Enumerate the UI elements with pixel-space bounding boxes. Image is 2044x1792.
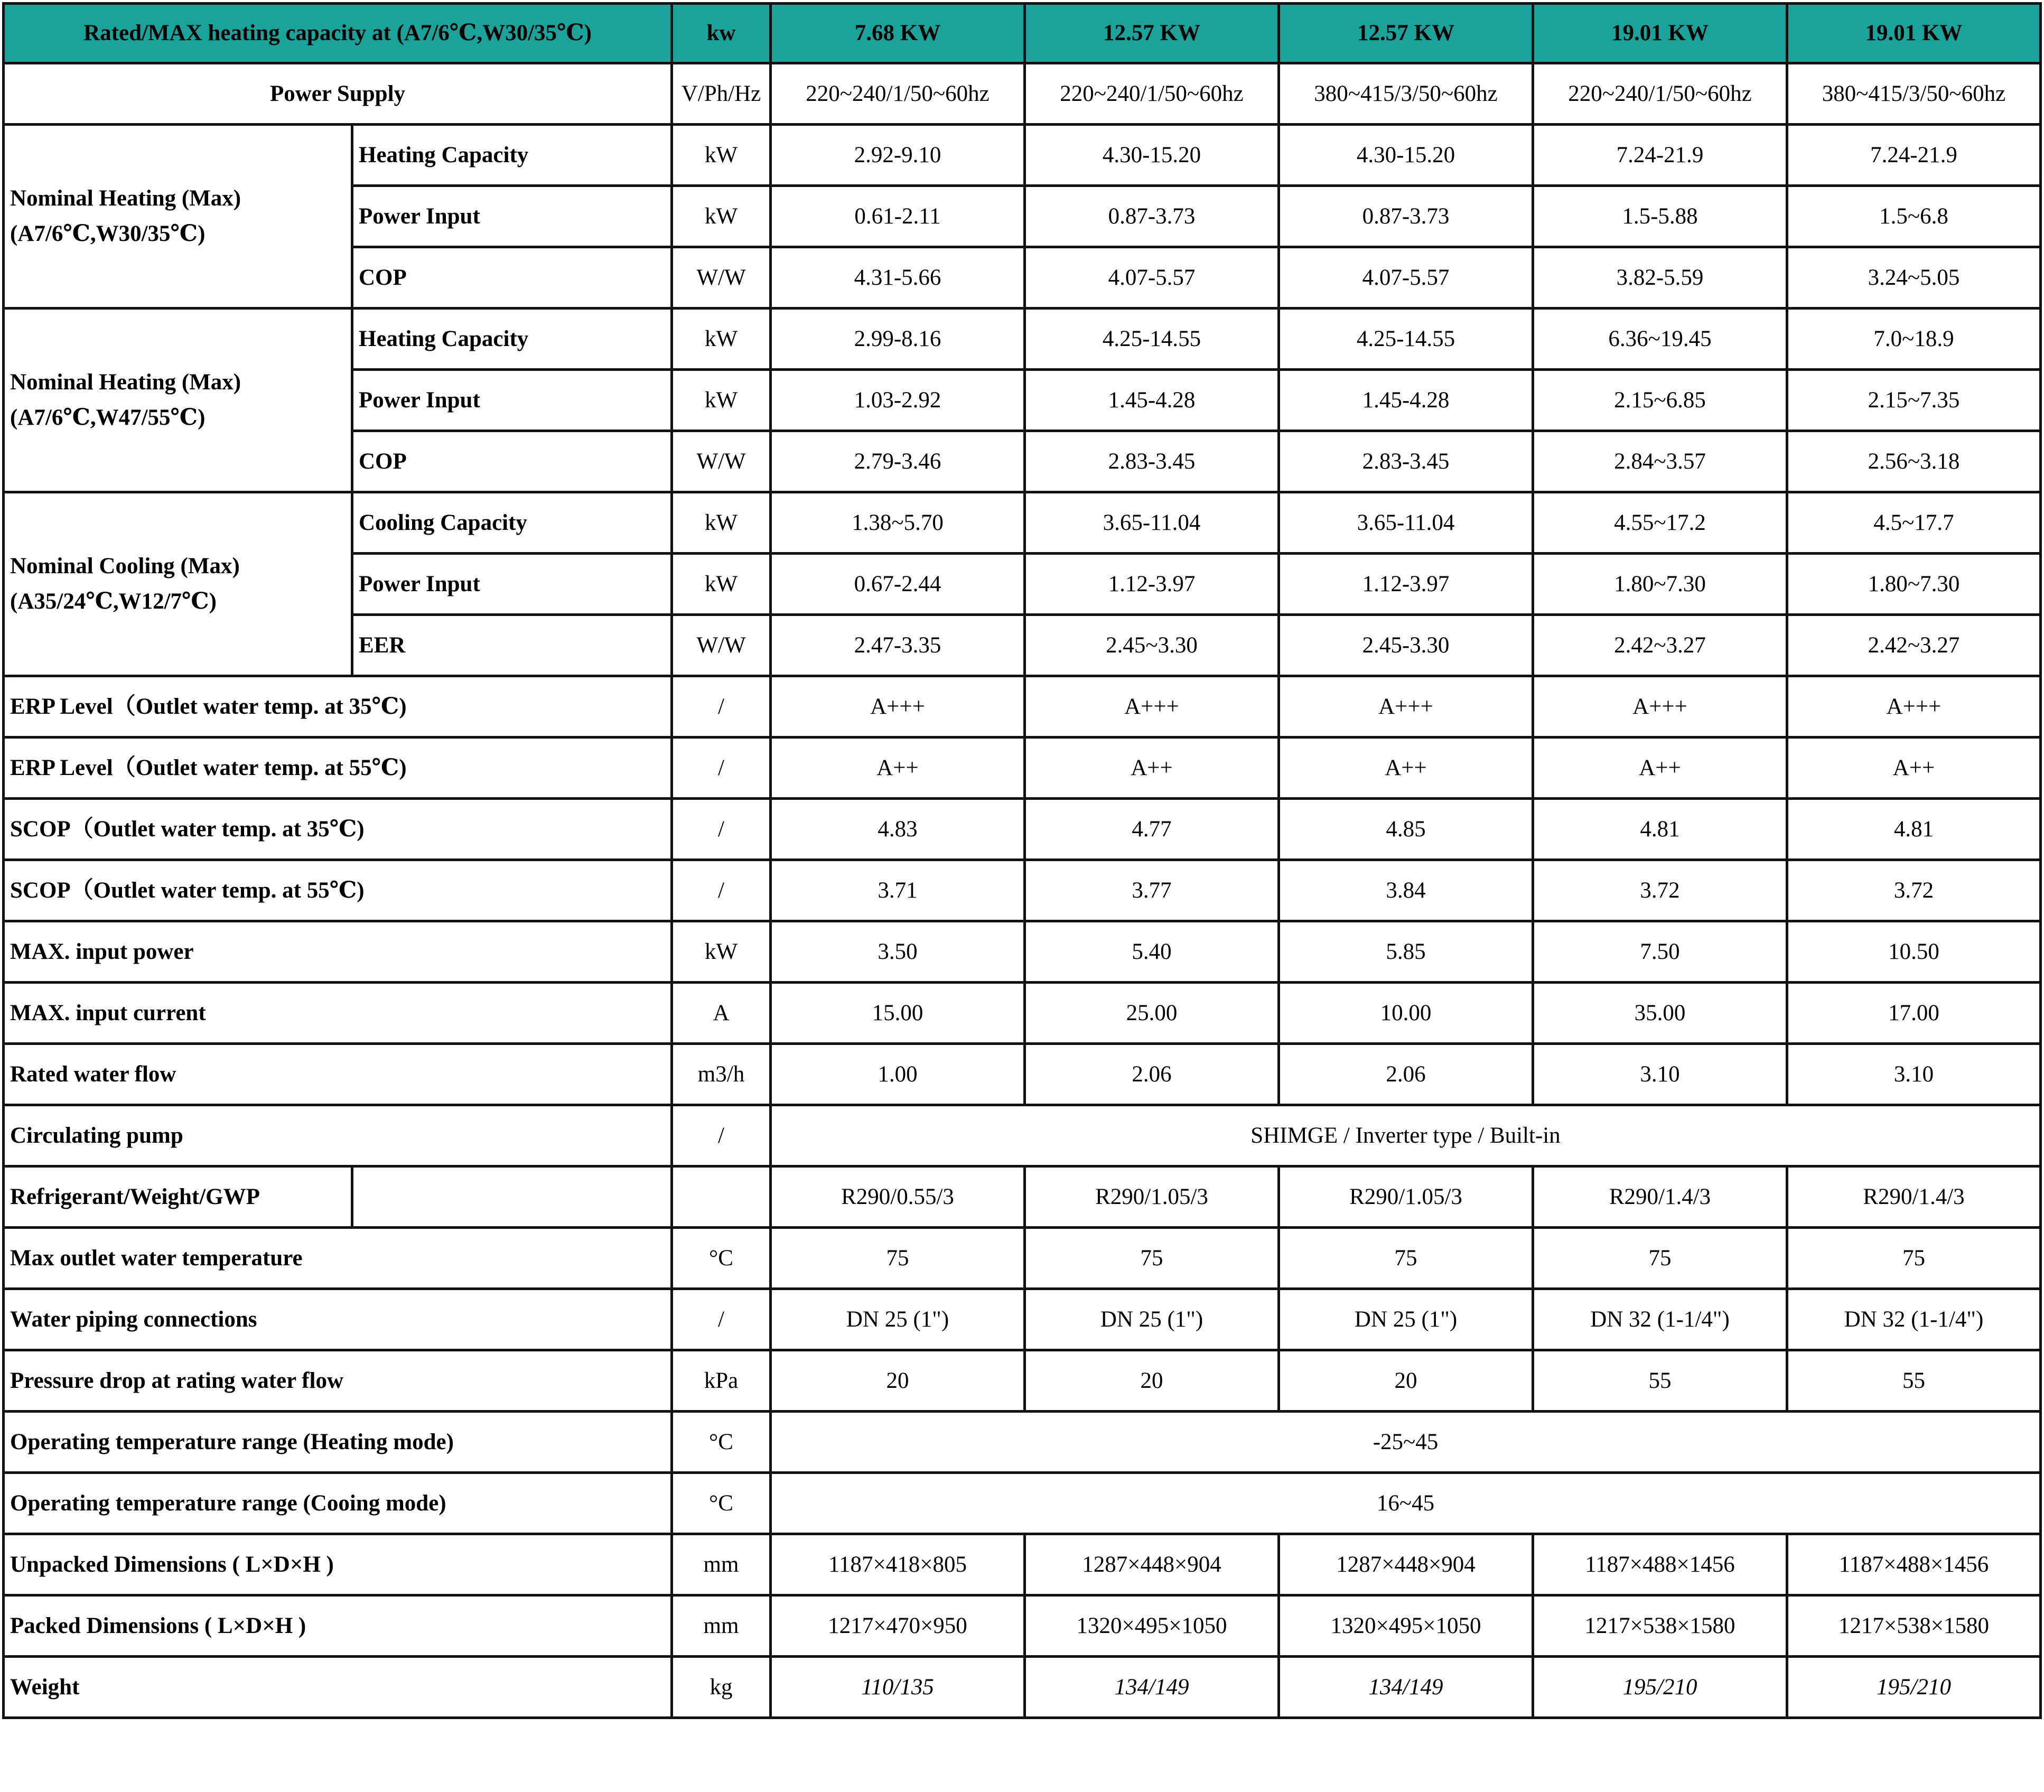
group-label-line1: Nominal Cooling (Max) [10,553,240,578]
sub-label: Power Input [352,186,672,247]
model-column-header: 12.57 KW [1025,4,1279,63]
value-cell: 4.55~17.2 [1533,492,1787,554]
table-row [4,1473,2041,1534]
value-cell: 3.50 [771,921,1025,983]
unit-cell: / [672,1289,771,1350]
table-row [4,63,2041,125]
value-cell: R290/1.05/3 [1025,1166,1279,1228]
value-cell: 4.85 [1279,799,1533,860]
group-label-line2: (A35/24℃,W12/7℃) [10,589,217,614]
header-unit: kw [672,4,771,63]
value-cell: DN 25 (1") [1025,1289,1279,1350]
value-cell: 3.71 [771,860,1025,921]
value-cell: 1187×418×805 [771,1534,1025,1595]
value-cell: 0.87-3.73 [1025,186,1279,247]
value-cell: R290/1.4/3 [1787,1166,2041,1228]
value-cell: 10.50 [1787,921,2041,983]
value-cell: 3.72 [1533,860,1787,921]
value-cell: 2.15~7.35 [1787,370,2041,431]
spec-table [2,2,2042,1719]
unit-cell: V/Ph/Hz [672,63,771,125]
unit-cell: kW [672,921,771,983]
value-cell: 2.47-3.35 [771,615,1025,676]
unit-cell: kW [672,309,771,370]
table-row [4,676,2041,738]
value-cell: 7.24-21.9 [1787,125,2041,186]
sub-label: COP [352,431,672,492]
value-cell: 195/210 [1533,1657,1787,1718]
model-column-header: 12.57 KW [1279,4,1533,63]
value-cell: 220~240/1/50~60hz [771,63,1025,125]
value-cell: 1.12-3.97 [1279,554,1533,615]
value-cell: 7.0~18.9 [1787,309,2041,370]
row-label: SCOP（Outlet water temp. at 35℃) [4,799,672,860]
value-cell: 5.40 [1025,921,1279,983]
value-cell: A+++ [1787,676,2041,738]
unit-cell: °C [672,1412,771,1473]
value-cell: 220~240/1/50~60hz [1533,63,1787,125]
value-cell: 3.65-11.04 [1025,492,1279,554]
value-cell: 5.85 [1279,921,1533,983]
group-label [4,125,352,309]
unit-cell: / [672,1105,771,1166]
unit-cell: / [672,738,771,799]
value-cell: 2.56~3.18 [1787,431,2041,492]
value-cell: 1.45-4.28 [1279,370,1533,431]
row-label: Max outlet water temperature [4,1228,672,1289]
value-cell: R290/0.55/3 [771,1166,1025,1228]
value-cell: A++ [771,738,1025,799]
group-label-line1: Nominal Heating (Max) [10,185,241,211]
merged-value-cell: 16~45 [771,1473,2041,1534]
value-cell: 3.10 [1787,1044,2041,1105]
table-row [4,1350,2041,1412]
value-cell: 1.45-4.28 [1025,370,1279,431]
value-cell: 35.00 [1533,983,1787,1044]
model-column-header: 7.68 KW [771,4,1025,63]
value-cell: 220~240/1/50~60hz [1025,63,1279,125]
empty-cell [352,1166,672,1228]
value-cell: 2.42~3.27 [1533,615,1787,676]
sub-label: EER [352,615,672,676]
table-row [4,860,2041,921]
value-cell: A++ [1787,738,2041,799]
value-cell: 3.82-5.59 [1533,247,1787,309]
unit-cell: kW [672,370,771,431]
value-cell: 4.83 [771,799,1025,860]
unit-cell: kW [672,492,771,554]
value-cell: 7.24-21.9 [1533,125,1787,186]
group-label-line2: (A7/6℃,W30/35℃) [10,221,206,246]
group-label-line2: (A7/6℃,W47/55℃) [10,405,206,430]
value-cell: 10.00 [1279,983,1533,1044]
value-cell: 1.80~7.30 [1533,554,1787,615]
value-cell: 75 [1279,1228,1533,1289]
sub-label: Power Input [352,370,672,431]
unit-cell: W/W [672,247,771,309]
unit-cell: °C [672,1473,771,1534]
header-title: Rated/MAX heating capacity at (A7/6℃,W30/35℃) [4,4,672,63]
value-cell: 2.42~3.27 [1787,615,2041,676]
value-cell: 134/149 [1279,1657,1533,1718]
value-cell: 3.24~5.05 [1787,247,2041,309]
value-cell: 4.30-15.20 [1279,125,1533,186]
value-cell: 20 [1025,1350,1279,1412]
value-cell: 1.38~5.70 [771,492,1025,554]
value-cell: 0.87-3.73 [1279,186,1533,247]
value-cell: 3.65-11.04 [1279,492,1533,554]
value-cell: 1.12-3.97 [1025,554,1279,615]
value-cell: 2.92-9.10 [771,125,1025,186]
value-cell: 3.10 [1533,1044,1787,1105]
merged-value-cell: -25~45 [771,1412,2041,1473]
row-label: Packed Dimensions ( L×D×H ) [4,1595,672,1657]
value-cell: 15.00 [771,983,1025,1044]
value-cell: 4.30-15.20 [1025,125,1279,186]
value-cell: 2.06 [1279,1044,1533,1105]
unit-cell: kW [672,125,771,186]
value-cell: 1.5-5.88 [1533,186,1787,247]
row-label: Operating temperature range (Cooing mode) [4,1473,672,1534]
table-row [4,799,2041,860]
row-label: SCOP（Outlet water temp. at 55℃) [4,860,672,921]
group-label [4,492,352,676]
table-row [4,921,2041,983]
value-cell: 3.77 [1025,860,1279,921]
value-cell: 380~415/3/50~60hz [1787,63,2041,125]
value-cell: 20 [1279,1350,1533,1412]
table-row [4,1289,2041,1350]
value-cell: 6.36~19.45 [1533,309,1787,370]
value-cell: DN 25 (1") [771,1289,1025,1350]
value-cell: 4.77 [1025,799,1279,860]
value-cell: 1217×538×1580 [1787,1595,2041,1657]
value-cell: 2.45-3.30 [1279,615,1533,676]
value-cell: 195/210 [1787,1657,2041,1718]
model-column-header: 19.01 KW [1533,4,1787,63]
value-cell: 4.5~17.7 [1787,492,2041,554]
table-row [4,125,2041,186]
unit-cell: kg [672,1657,771,1718]
value-cell: 380~415/3/50~60hz [1279,63,1533,125]
value-cell: A+++ [1533,676,1787,738]
row-label: Refrigerant/Weight/GWP [4,1166,352,1228]
value-cell: 1320×495×1050 [1025,1595,1279,1657]
value-cell: 75 [771,1228,1025,1289]
value-cell: 1287×448×904 [1279,1534,1533,1595]
table-row [4,309,2041,370]
value-cell: 75 [1533,1228,1787,1289]
value-cell: 75 [1787,1228,2041,1289]
value-cell: A++ [1279,738,1533,799]
value-cell: 1.80~7.30 [1787,554,2041,615]
value-cell: 4.81 [1533,799,1787,860]
model-column-header: 19.01 KW [1787,4,2041,63]
value-cell: 2.83-3.45 [1279,431,1533,492]
row-label: Weight [4,1657,672,1718]
value-cell: 3.72 [1787,860,2041,921]
value-cell: 2.15~6.85 [1533,370,1787,431]
value-cell: 4.07-5.57 [1025,247,1279,309]
sub-label: Heating Capacity [352,309,672,370]
value-cell: 1217×470×950 [771,1595,1025,1657]
value-cell: A++ [1025,738,1279,799]
value-cell: 7.50 [1533,921,1787,983]
table-row [4,492,2041,554]
row-label: Pressure drop at rating water flow [4,1350,672,1412]
value-cell: 1187×488×1456 [1533,1534,1787,1595]
value-cell: 1.00 [771,1044,1025,1105]
row-label: MAX. input power [4,921,672,983]
merged-value-cell: SHIMGE / Inverter type / Built-in [771,1105,2041,1166]
unit-cell: kW [672,554,771,615]
value-cell: 2.83-3.45 [1025,431,1279,492]
value-cell: 3.84 [1279,860,1533,921]
value-cell: R290/1.05/3 [1279,1166,1533,1228]
unit-cell: / [672,676,771,738]
table-row [4,738,2041,799]
value-cell: 4.81 [1787,799,2041,860]
unit-cell: mm [672,1595,771,1657]
value-cell: 2.06 [1025,1044,1279,1105]
sub-label: Power Input [352,554,672,615]
sub-label: Cooling Capacity [352,492,672,554]
row-label: Water piping connections [4,1289,672,1350]
row-label: Unpacked Dimensions ( L×D×H ) [4,1534,672,1595]
row-label: Rated water flow [4,1044,672,1105]
value-cell: 1320×495×1050 [1279,1595,1533,1657]
table-row [4,1166,2041,1228]
value-cell: R290/1.4/3 [1533,1166,1787,1228]
value-cell: 0.67-2.44 [771,554,1025,615]
value-cell: 1.03-2.92 [771,370,1025,431]
value-cell: 110/135 [771,1657,1025,1718]
value-cell: 1217×538×1580 [1533,1595,1787,1657]
unit-cell [672,1166,771,1228]
value-cell: 2.84~3.57 [1533,431,1787,492]
row-label: MAX. input current [4,983,672,1044]
row-label: ERP Level（Outlet water temp. at 35℃) [4,676,672,738]
table-row [4,1657,2041,1718]
sub-label: Heating Capacity [352,125,672,186]
table-row [4,983,2041,1044]
value-cell: 2.79-3.46 [771,431,1025,492]
value-cell: 2.99-8.16 [771,309,1025,370]
value-cell: A+++ [1279,676,1533,738]
group-label-line1: Nominal Heating (Max) [10,369,241,395]
value-cell: 1287×448×904 [1025,1534,1279,1595]
sub-label: COP [352,247,672,309]
value-cell: 2.45~3.30 [1025,615,1279,676]
group-label [4,309,352,492]
value-cell: DN 25 (1") [1279,1289,1533,1350]
value-cell: 4.25-14.55 [1279,309,1533,370]
unit-cell: mm [672,1534,771,1595]
value-cell: 4.07-5.57 [1279,247,1533,309]
table-row [4,1105,2041,1166]
value-cell: 134/149 [1025,1657,1279,1718]
unit-cell: m3/h [672,1044,771,1105]
unit-cell: W/W [672,615,771,676]
value-cell: A++ [1533,738,1787,799]
value-cell: A+++ [771,676,1025,738]
unit-cell: kW [672,186,771,247]
value-cell: 55 [1533,1350,1787,1412]
value-cell: A+++ [1025,676,1279,738]
table-row [4,1228,2041,1289]
unit-cell: W/W [672,431,771,492]
value-cell: 0.61-2.11 [771,186,1025,247]
table-row [4,1412,2041,1473]
value-cell: 17.00 [1787,983,2041,1044]
value-cell: 75 [1025,1228,1279,1289]
row-label: Circulating pump [4,1105,672,1166]
value-cell: DN 32 (1-1/4") [1787,1289,2041,1350]
value-cell: 1187×488×1456 [1787,1534,2041,1595]
value-cell: 20 [771,1350,1025,1412]
row-label: Operating temperature range (Heating mode) [4,1412,672,1473]
value-cell: 25.00 [1025,983,1279,1044]
value-cell: 55 [1787,1350,2041,1412]
row-label: Power Supply [4,63,672,125]
value-cell: 4.25-14.55 [1025,309,1279,370]
table-row [4,1595,2041,1657]
value-cell: DN 32 (1-1/4") [1533,1289,1787,1350]
unit-cell: °C [672,1228,771,1289]
value-cell: 1.5~6.8 [1787,186,2041,247]
unit-cell: / [672,860,771,921]
row-label: ERP Level（Outlet water temp. at 55℃) [4,738,672,799]
table-row [4,1044,2041,1105]
table-row [4,1534,2041,1595]
unit-cell: A [672,983,771,1044]
unit-cell: kPa [672,1350,771,1412]
unit-cell: / [672,799,771,860]
value-cell: 4.31-5.66 [771,247,1025,309]
header-row [4,4,2041,63]
